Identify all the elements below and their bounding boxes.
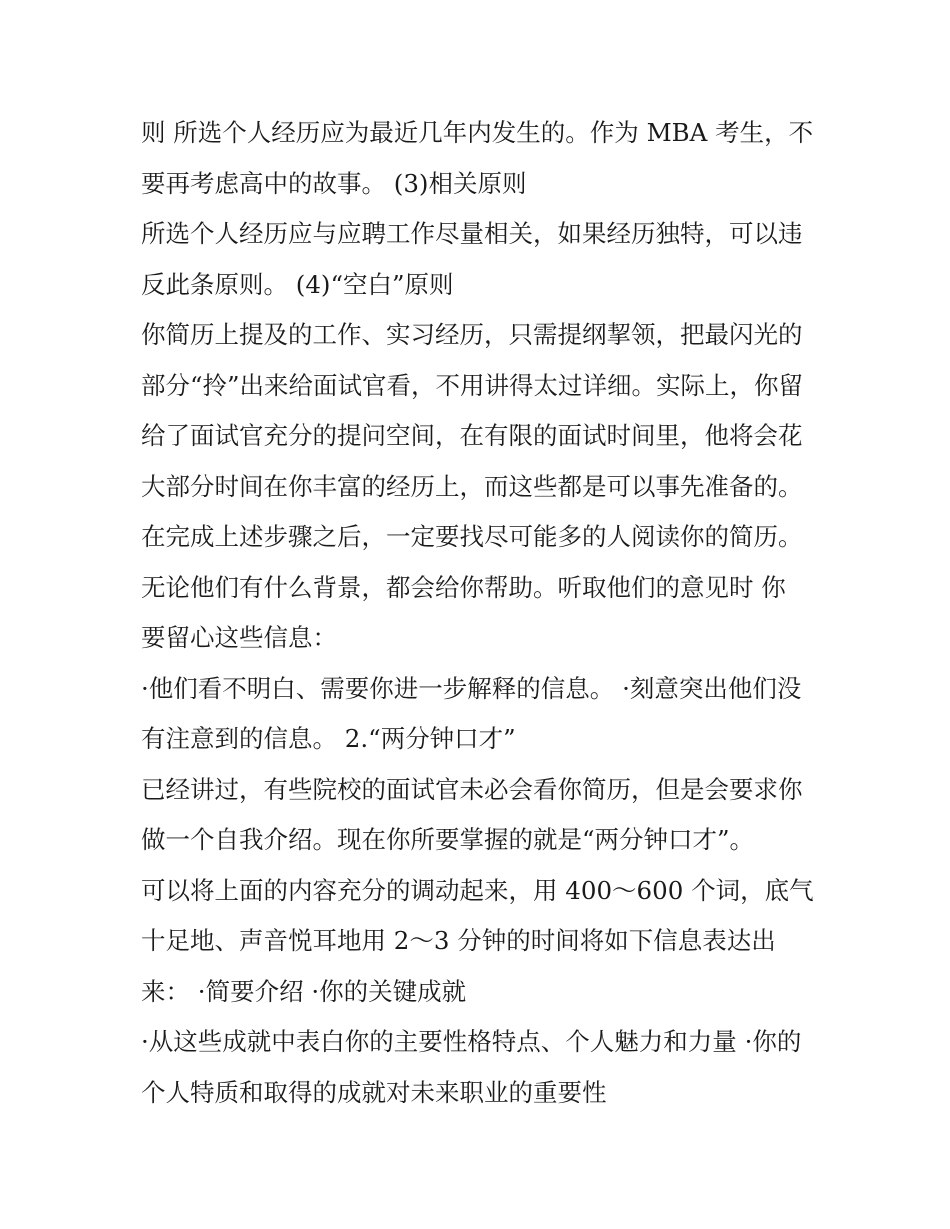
text-line: 你简历上提及的工作、实习经历，只需提纲挈领，把最闪光的: [141, 320, 803, 349]
text-line: 所选个人经历应与应聘工作尽量相关，如果经历独特，可以违: [141, 219, 803, 248]
text-line: 来： ·简要介绍 ·你的关键成就: [141, 976, 467, 1006]
text-line: 给了面试官充分的提问空间，在有限的面试时间里，他将会花: [141, 421, 803, 450]
text-line: 大部分时间在你丰富的经历上，而这些都是可以事先准备的。: [141, 471, 803, 501]
text-line: ·从这些成就中表白你的主要性格特点、个人魅力和力量 ·你的: [141, 1027, 802, 1056]
text-line: 有注意到的信息。 2.“两分钟口才”: [141, 724, 516, 753]
text-line: 要再考虑高中的故事。 (3)相关原则: [141, 168, 527, 198]
text-line: 无论他们有什么背景，都会给你帮助。听取他们的意见时 你: [141, 572, 786, 602]
text-line: 则 所选个人经历应为最近几年内发生的。作为 MBA 考生，不: [141, 118, 814, 147]
text-line: 十足地、声音悦耳地用 2～3 分钟的时间将如下信息表达出: [141, 926, 776, 955]
text-line: 做一个自我介绍。现在你所要掌握的就是“两分钟口才”。: [141, 825, 755, 854]
text-line: 可以将上面的内容充分的调动起来，用 400～600 个词，底气: [141, 875, 814, 905]
text-line: 要留心这些信息：: [141, 623, 337, 652]
text-line: 反此条原则。 (4)“空白”原则: [141, 269, 454, 299]
text-line: 在完成上述步骤之后，一定要找尽可能多的人阅读你的简历。: [141, 522, 803, 551]
document-body: [141, 108, 821, 1118]
text-line: 个人特质和取得的成就对未来职业的重要性: [141, 1077, 607, 1107]
text-line: 部分“拎”出来给面试官看，不用讲得太过详细。实际上，你留: [141, 370, 804, 400]
text-line: 已经讲过，有些院校的面试官未必会看你简历，但是会要求你: [141, 774, 803, 804]
text-line: ·他们看不明白、需要你进一步解释的信息。 ·刻意突出他们没: [141, 673, 802, 703]
